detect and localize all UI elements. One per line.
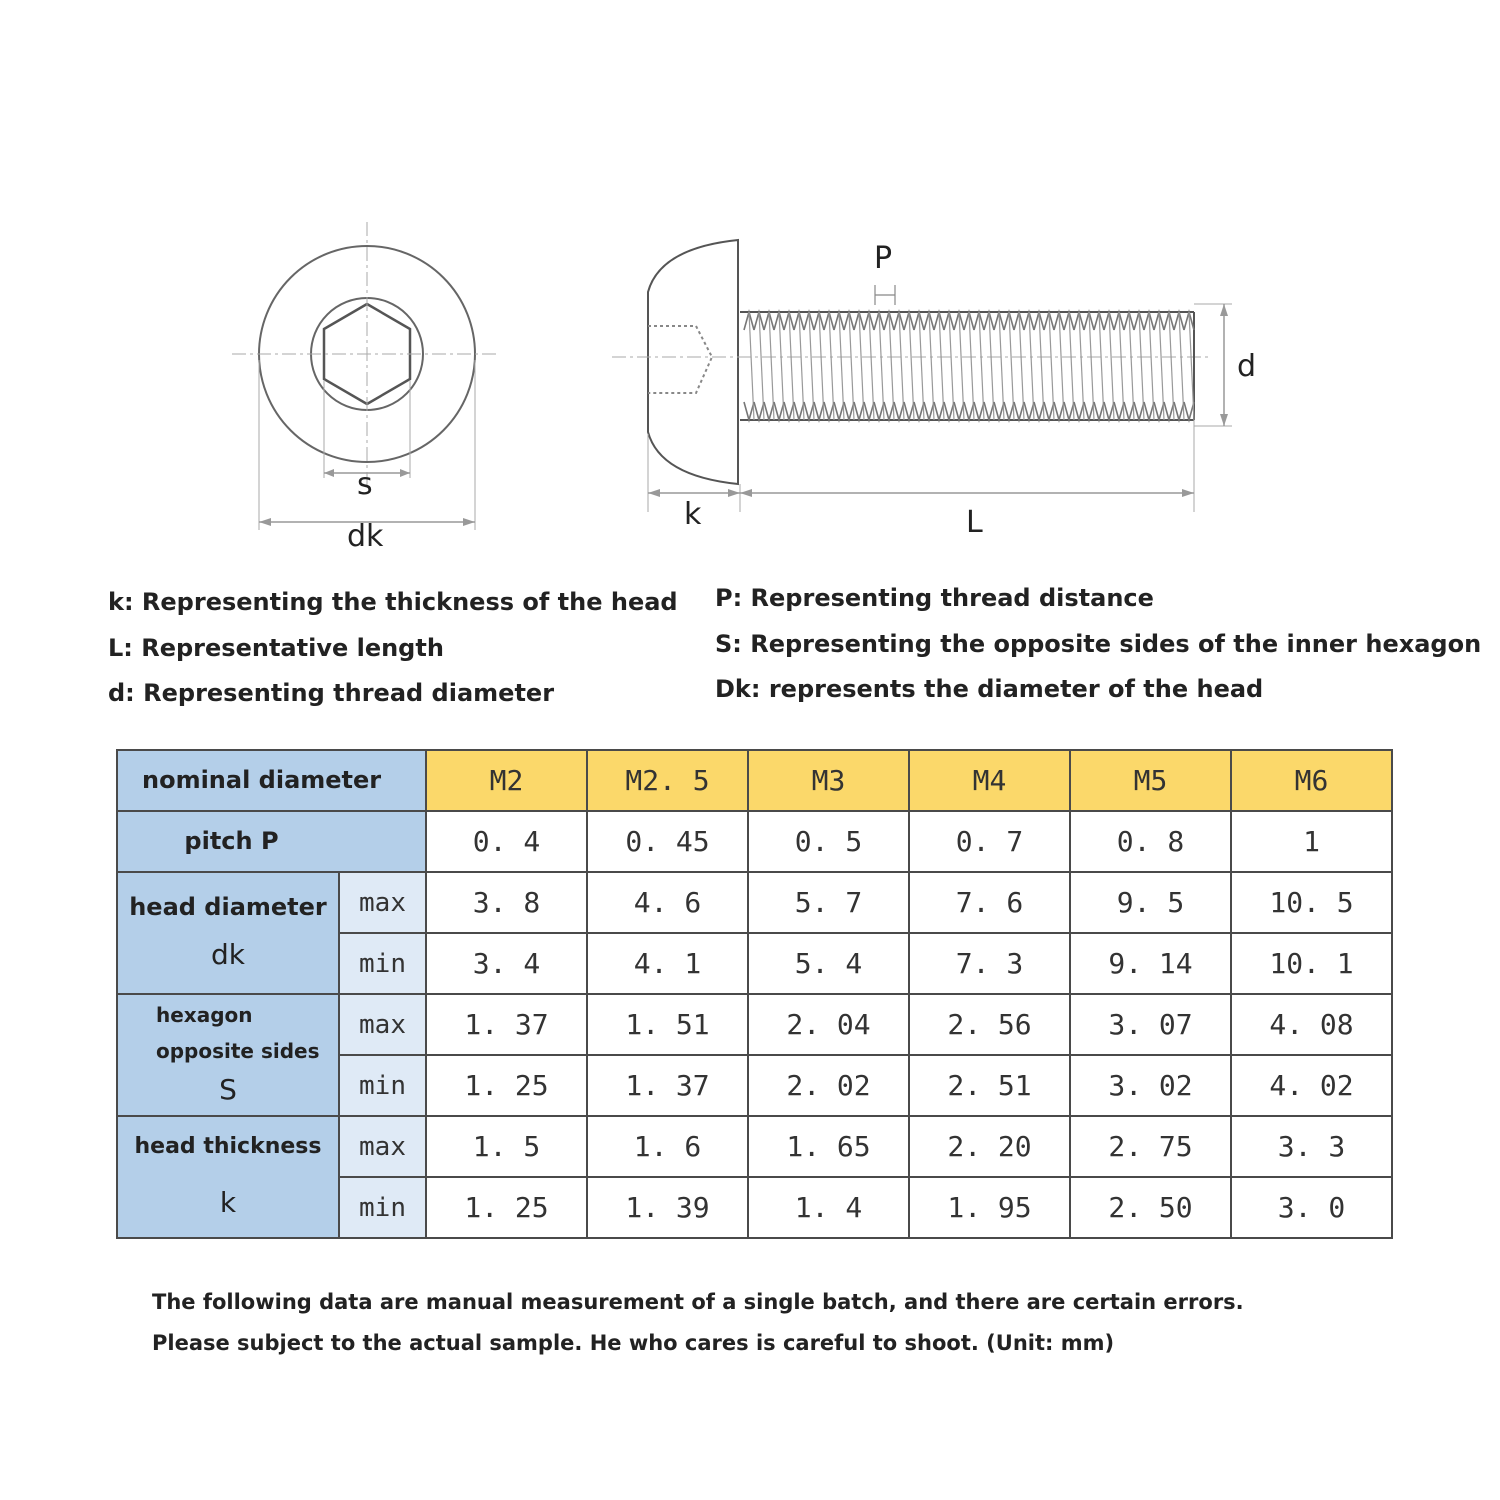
thread-crest xyxy=(774,402,784,420)
legend-dk: Dk: represents the diameter of the head xyxy=(715,675,1264,703)
legend-p: P: Representing thread distance xyxy=(715,584,1154,612)
nominal-diameter-header xyxy=(117,750,426,811)
head-thickness-symbol: k xyxy=(219,1186,237,1220)
pitch-value: 0. 45 xyxy=(587,811,748,872)
thread-crest xyxy=(784,402,794,420)
thread-crest xyxy=(894,402,904,420)
pitch-header: pitch P xyxy=(117,811,426,872)
thread-crest xyxy=(1134,402,1144,420)
head-diameter-max-value: 9. 5 xyxy=(1070,872,1231,933)
thread-crest xyxy=(844,402,854,420)
thread-crest xyxy=(754,402,764,420)
head-diameter-min-value: 7. 3 xyxy=(909,933,1070,994)
thread-crest xyxy=(924,402,934,420)
table-row-pitch xyxy=(117,811,1392,872)
hexagon-min-value: 1. 25 xyxy=(426,1055,587,1116)
head-thickness-max-value: 1. 6 xyxy=(587,1116,748,1177)
thread-crest xyxy=(1124,402,1134,420)
thread-crest xyxy=(814,402,824,420)
hexagon-max-value: 3. 07 xyxy=(1070,994,1231,1055)
hexagon-min-value: 3. 02 xyxy=(1070,1055,1231,1116)
head-thickness-max-value: 2. 20 xyxy=(909,1116,1070,1177)
head-thickness-min-value: 1. 25 xyxy=(426,1177,587,1238)
table-row-sizes xyxy=(117,750,1392,811)
thread-crest xyxy=(1184,402,1194,420)
head-thickness-max-value: 3. 3 xyxy=(1231,1116,1392,1177)
thread-crest xyxy=(1094,402,1104,420)
hexagon-min-value: 1. 37 xyxy=(587,1055,748,1116)
pitch-value: 0. 5 xyxy=(748,811,909,872)
max-label: max xyxy=(339,994,426,1055)
head-thickness-max-value: 2. 75 xyxy=(1070,1116,1231,1177)
thread-lines xyxy=(744,312,1194,420)
thread-crest xyxy=(1114,402,1124,420)
thread-crest xyxy=(1074,402,1084,420)
thread-crest xyxy=(1034,402,1044,420)
dim-label-s: s xyxy=(357,467,373,502)
size-cell: M3 xyxy=(748,750,909,811)
hexagon-min-value: 4. 02 xyxy=(1231,1055,1392,1116)
thread-crest xyxy=(804,402,814,420)
hexagon-max-value: 2. 56 xyxy=(909,994,1070,1055)
legend-k: k: Representing the thickness of the head xyxy=(108,588,678,616)
hexagon-label-line1: hexagon xyxy=(156,1002,253,1027)
thread-crest xyxy=(954,402,964,420)
hexagon-label-line2: opposite sides xyxy=(156,1038,320,1063)
dim-label-p: P xyxy=(874,241,893,276)
footnote-line-1: The following data are manual measurement of a single batch, and there are certain errors. xyxy=(152,1290,1244,1314)
head-thickness-label: head thickness xyxy=(134,1133,322,1159)
min-label: min xyxy=(339,1177,426,1238)
head-thickness-min-value: 1. 39 xyxy=(587,1177,748,1238)
thread-crest xyxy=(1024,402,1034,420)
head-thickness-max-value: 1. 65 xyxy=(748,1116,909,1177)
head-diameter-min-value: 10. 1 xyxy=(1231,933,1392,994)
thread-crest xyxy=(874,402,884,420)
head-diameter-max-value: 10. 5 xyxy=(1231,872,1392,933)
head-thickness-min-value: 1. 95 xyxy=(909,1177,1070,1238)
dim-label-dk: dk xyxy=(347,519,384,554)
head-diameter-min-value: 3. 4 xyxy=(426,933,587,994)
thread-crest xyxy=(1104,402,1114,420)
screw-technical-drawing xyxy=(0,0,1500,560)
size-cell: M2. 5 xyxy=(587,750,748,811)
thread-crest xyxy=(904,402,914,420)
thread-crest xyxy=(1164,402,1174,420)
thread-crest xyxy=(1014,402,1024,420)
thread-crest xyxy=(984,402,994,420)
thread-crest xyxy=(764,402,774,420)
thread-crest xyxy=(1084,402,1094,420)
head-diameter-max-value: 7. 6 xyxy=(909,872,1070,933)
size-cell: M2 xyxy=(426,750,587,811)
head-diameter-header xyxy=(117,872,339,994)
head-diameter-max-value: 5. 7 xyxy=(748,872,909,933)
min-label: min xyxy=(339,933,426,994)
thread-crest xyxy=(884,402,894,420)
min-label: min xyxy=(339,1055,426,1116)
thread-crest xyxy=(824,402,834,420)
thread-crest xyxy=(854,402,864,420)
thread-crest xyxy=(994,402,1004,420)
head-diameter-max-value: 4. 6 xyxy=(587,872,748,933)
legend-l: L: Representative length xyxy=(108,634,444,662)
thread-crest xyxy=(1064,402,1074,420)
dim-label-l: L xyxy=(966,505,983,540)
pitch-value: 0. 7 xyxy=(909,811,1070,872)
hexagon-symbol: S xyxy=(219,1072,237,1106)
head-thickness-min-value: 3. 0 xyxy=(1231,1177,1392,1238)
pitch-value: 0. 8 xyxy=(1070,811,1231,872)
thread-crest xyxy=(1004,402,1014,420)
hexagon-min-value: 2. 51 xyxy=(909,1055,1070,1116)
thread-crest xyxy=(794,402,804,420)
size-cell: M4 xyxy=(909,750,1070,811)
hexagon-max-value: 1. 37 xyxy=(426,994,587,1055)
size-cell: M5 xyxy=(1070,750,1231,811)
thread-crest xyxy=(1054,402,1064,420)
dim-label-k: k xyxy=(684,497,702,532)
size-cell: M6 xyxy=(1231,750,1392,811)
dim-label-d: d xyxy=(1237,349,1257,384)
head-diameter-min-value: 9. 14 xyxy=(1070,933,1231,994)
thread-crest xyxy=(834,402,844,420)
max-label: max xyxy=(339,1116,426,1177)
head-diameter-max-value: 3. 8 xyxy=(426,872,587,933)
pitch-value: 1 xyxy=(1231,811,1392,872)
table-row-hexagon-max xyxy=(117,994,1392,1055)
legend-s: S: Representing the opposite sides of the inner hexagon xyxy=(715,630,1482,658)
hexagon-max-value: 4. 08 xyxy=(1231,994,1392,1055)
thread-crest xyxy=(964,402,974,420)
side-view-arrows xyxy=(648,304,1228,497)
thread-crest xyxy=(1154,402,1164,420)
hexagon-max-value: 2. 04 xyxy=(748,994,909,1055)
hexagon-min-value: 2. 02 xyxy=(748,1055,909,1116)
footnote-line-2: Please subject to the actual sample. He who cares is careful to shoot. (Unit: mm) xyxy=(152,1331,1115,1355)
table-row-head-diameter-max xyxy=(117,872,1392,933)
head-diameter-min-value: 5. 4 xyxy=(748,933,909,994)
thread-crest xyxy=(974,402,984,420)
thread-crest xyxy=(914,402,924,420)
thread-crest xyxy=(944,402,954,420)
head-diameter-symbol: dk xyxy=(211,938,245,972)
hexagon-header xyxy=(117,994,339,1116)
thread-crest xyxy=(1044,402,1054,420)
head-thickness-header xyxy=(117,1116,339,1238)
thread-crest xyxy=(1144,402,1154,420)
hexagon-max-value: 1. 51 xyxy=(587,994,748,1055)
thread-crest xyxy=(864,402,874,420)
head-thickness-min-value: 2. 50 xyxy=(1070,1177,1231,1238)
head-diameter-label: head diameter xyxy=(129,893,327,922)
head-thickness-min-value: 1. 4 xyxy=(748,1177,909,1238)
head-diameter-min-value: 4. 1 xyxy=(587,933,748,994)
thread-crest xyxy=(1174,402,1184,420)
table-row-head-thickness-max xyxy=(117,1116,1392,1177)
max-label: max xyxy=(339,872,426,933)
legend-d: d: Representing thread diameter xyxy=(108,679,555,707)
nominal-diameter-label: nominal diameter xyxy=(142,765,382,794)
spec-table xyxy=(116,749,1393,1239)
thread-crest xyxy=(934,402,944,420)
head-thickness-max-value: 1. 5 xyxy=(426,1116,587,1177)
thread-crest xyxy=(744,402,754,420)
pitch-value: 0. 4 xyxy=(426,811,587,872)
